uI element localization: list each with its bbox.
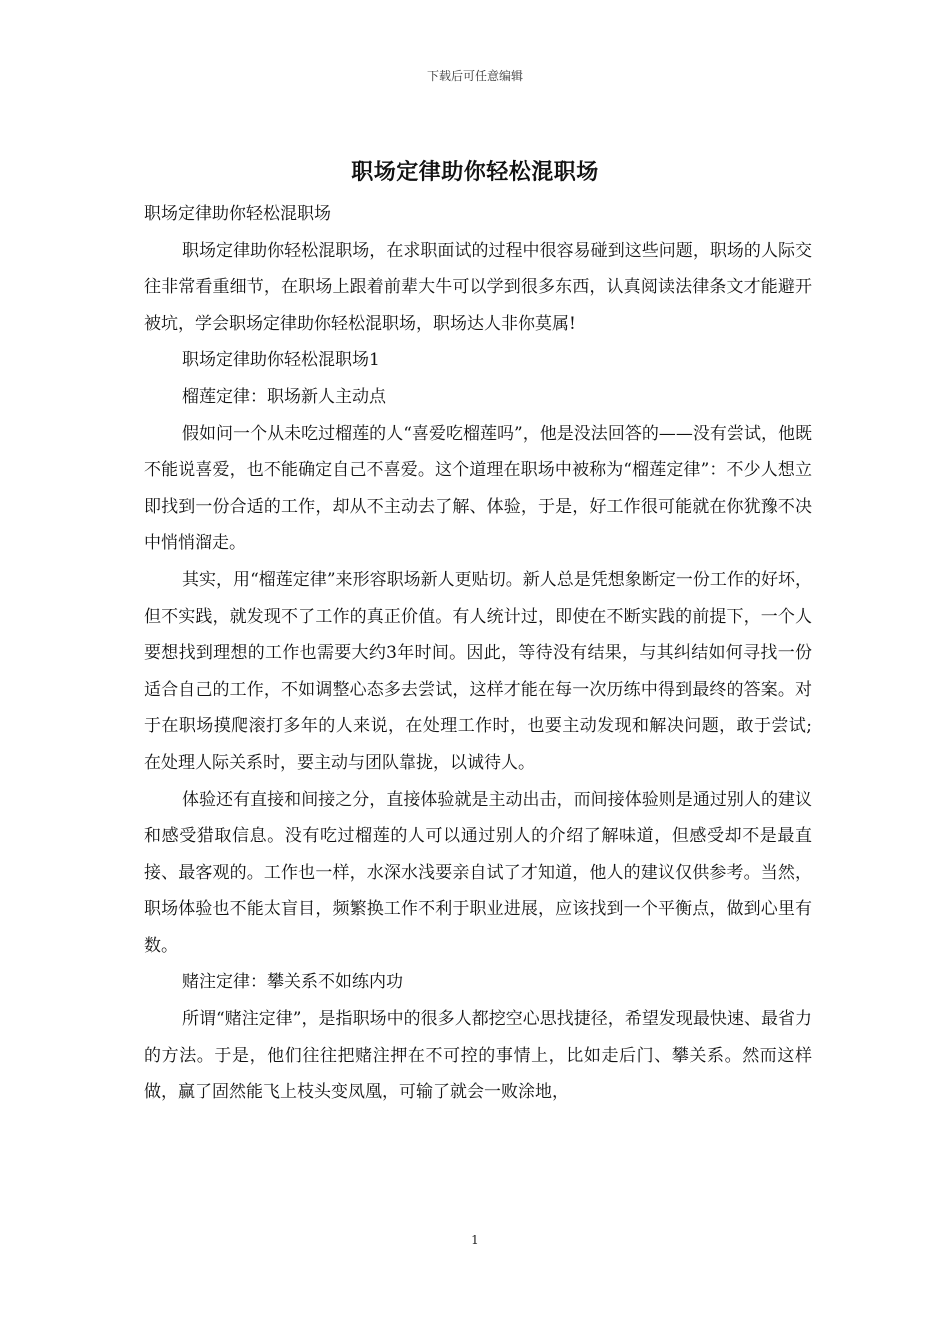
page-number: 1 — [471, 1233, 479, 1247]
subsection-heading: 赌注定律：攀关系不如练内功 — [182, 972, 403, 993]
body-paragraph: 其实，用“榴莲定律”来形容职场新人更贴切。新人总是凭想象断定一份工作的好坏，但不实践，就发现不了工作的真正价值。有人统计过，即使在不断实践的前提下，一个人要想找到理想的工作也需要大约3年时间。因此，等待没有结果，与其纠结如何寻找一份适合自己的工作，不如调整心态多去尝试，这样才能在每一次历练中得到最终的答案。对于在职场摸爬滚打多年的人来说，在处理工作时，也要主动发现和解决问题，敢于尝试;在处理人际关系时，要主动与团队靠拢，以诚待人。 — [144, 569, 812, 773]
document-body — [144, 196, 812, 1111]
document-title: 职场定律助你轻松混职场 — [351, 159, 599, 185]
body-paragraph: 所谓“赌注定律”，是指职场中的很多人都挖空心思找捷径，希望发现最快速、最省力的方法。于是，他们往往把赌注押在不可控的事情上，比如走后门、攀关系。然而这样做，赢了固然能飞上枝头变凤凰，可输了就会一败涂地， — [144, 1009, 812, 1103]
body-paragraph: 假如问一个从未吃过榴莲的人“喜爱吃榴莲吗”，他是没法回答的——没有尝试，他既不能说喜爱，也不能确定自己不喜爱。这个道理在职场中被称为“榴莲定律”：不少人想立即找到一份合适的工作，却从不主动去了解、体验，于是，好工作很可能就在你犹豫不决中悄悄溜走。 — [144, 423, 812, 554]
section-heading: 职场定律助你轻松混职场1 — [182, 350, 380, 371]
subsection-heading: 榴莲定律：职场新人主动点 — [182, 386, 386, 407]
subtitle-paragraph: 职场定律助你轻松混职场 — [144, 204, 331, 224]
header-note: 下载后可任意编辑 — [426, 69, 523, 83]
intro-paragraph: 职场定律助你轻松混职场，在求职面试的过程中很容易碰到这些问题，职场的人际交往非常看重细节，在职场上跟着前辈大牛可以学到很多东西，认真阅读法律条文才能避开被坑，学会职场定律助你轻松混职场，职场达人非你莫属! — [144, 240, 812, 334]
body-paragraph: 体验还有直接和间接之分，直接体验就是主动出击，而间接体验则是通过别人的建议和感受猎取信息。没有吃过榴莲的人可以通过别人的介绍了解味道，但感受却不是最直接、最客观的。工作也一样，水深水浅要亲自试了才知道，他人的建议仅供参考。当然，职场体验也不能太盲目，频繁换工作不利于职业进展，应该找到一个平衡点，做到心里有数。 — [144, 789, 812, 956]
